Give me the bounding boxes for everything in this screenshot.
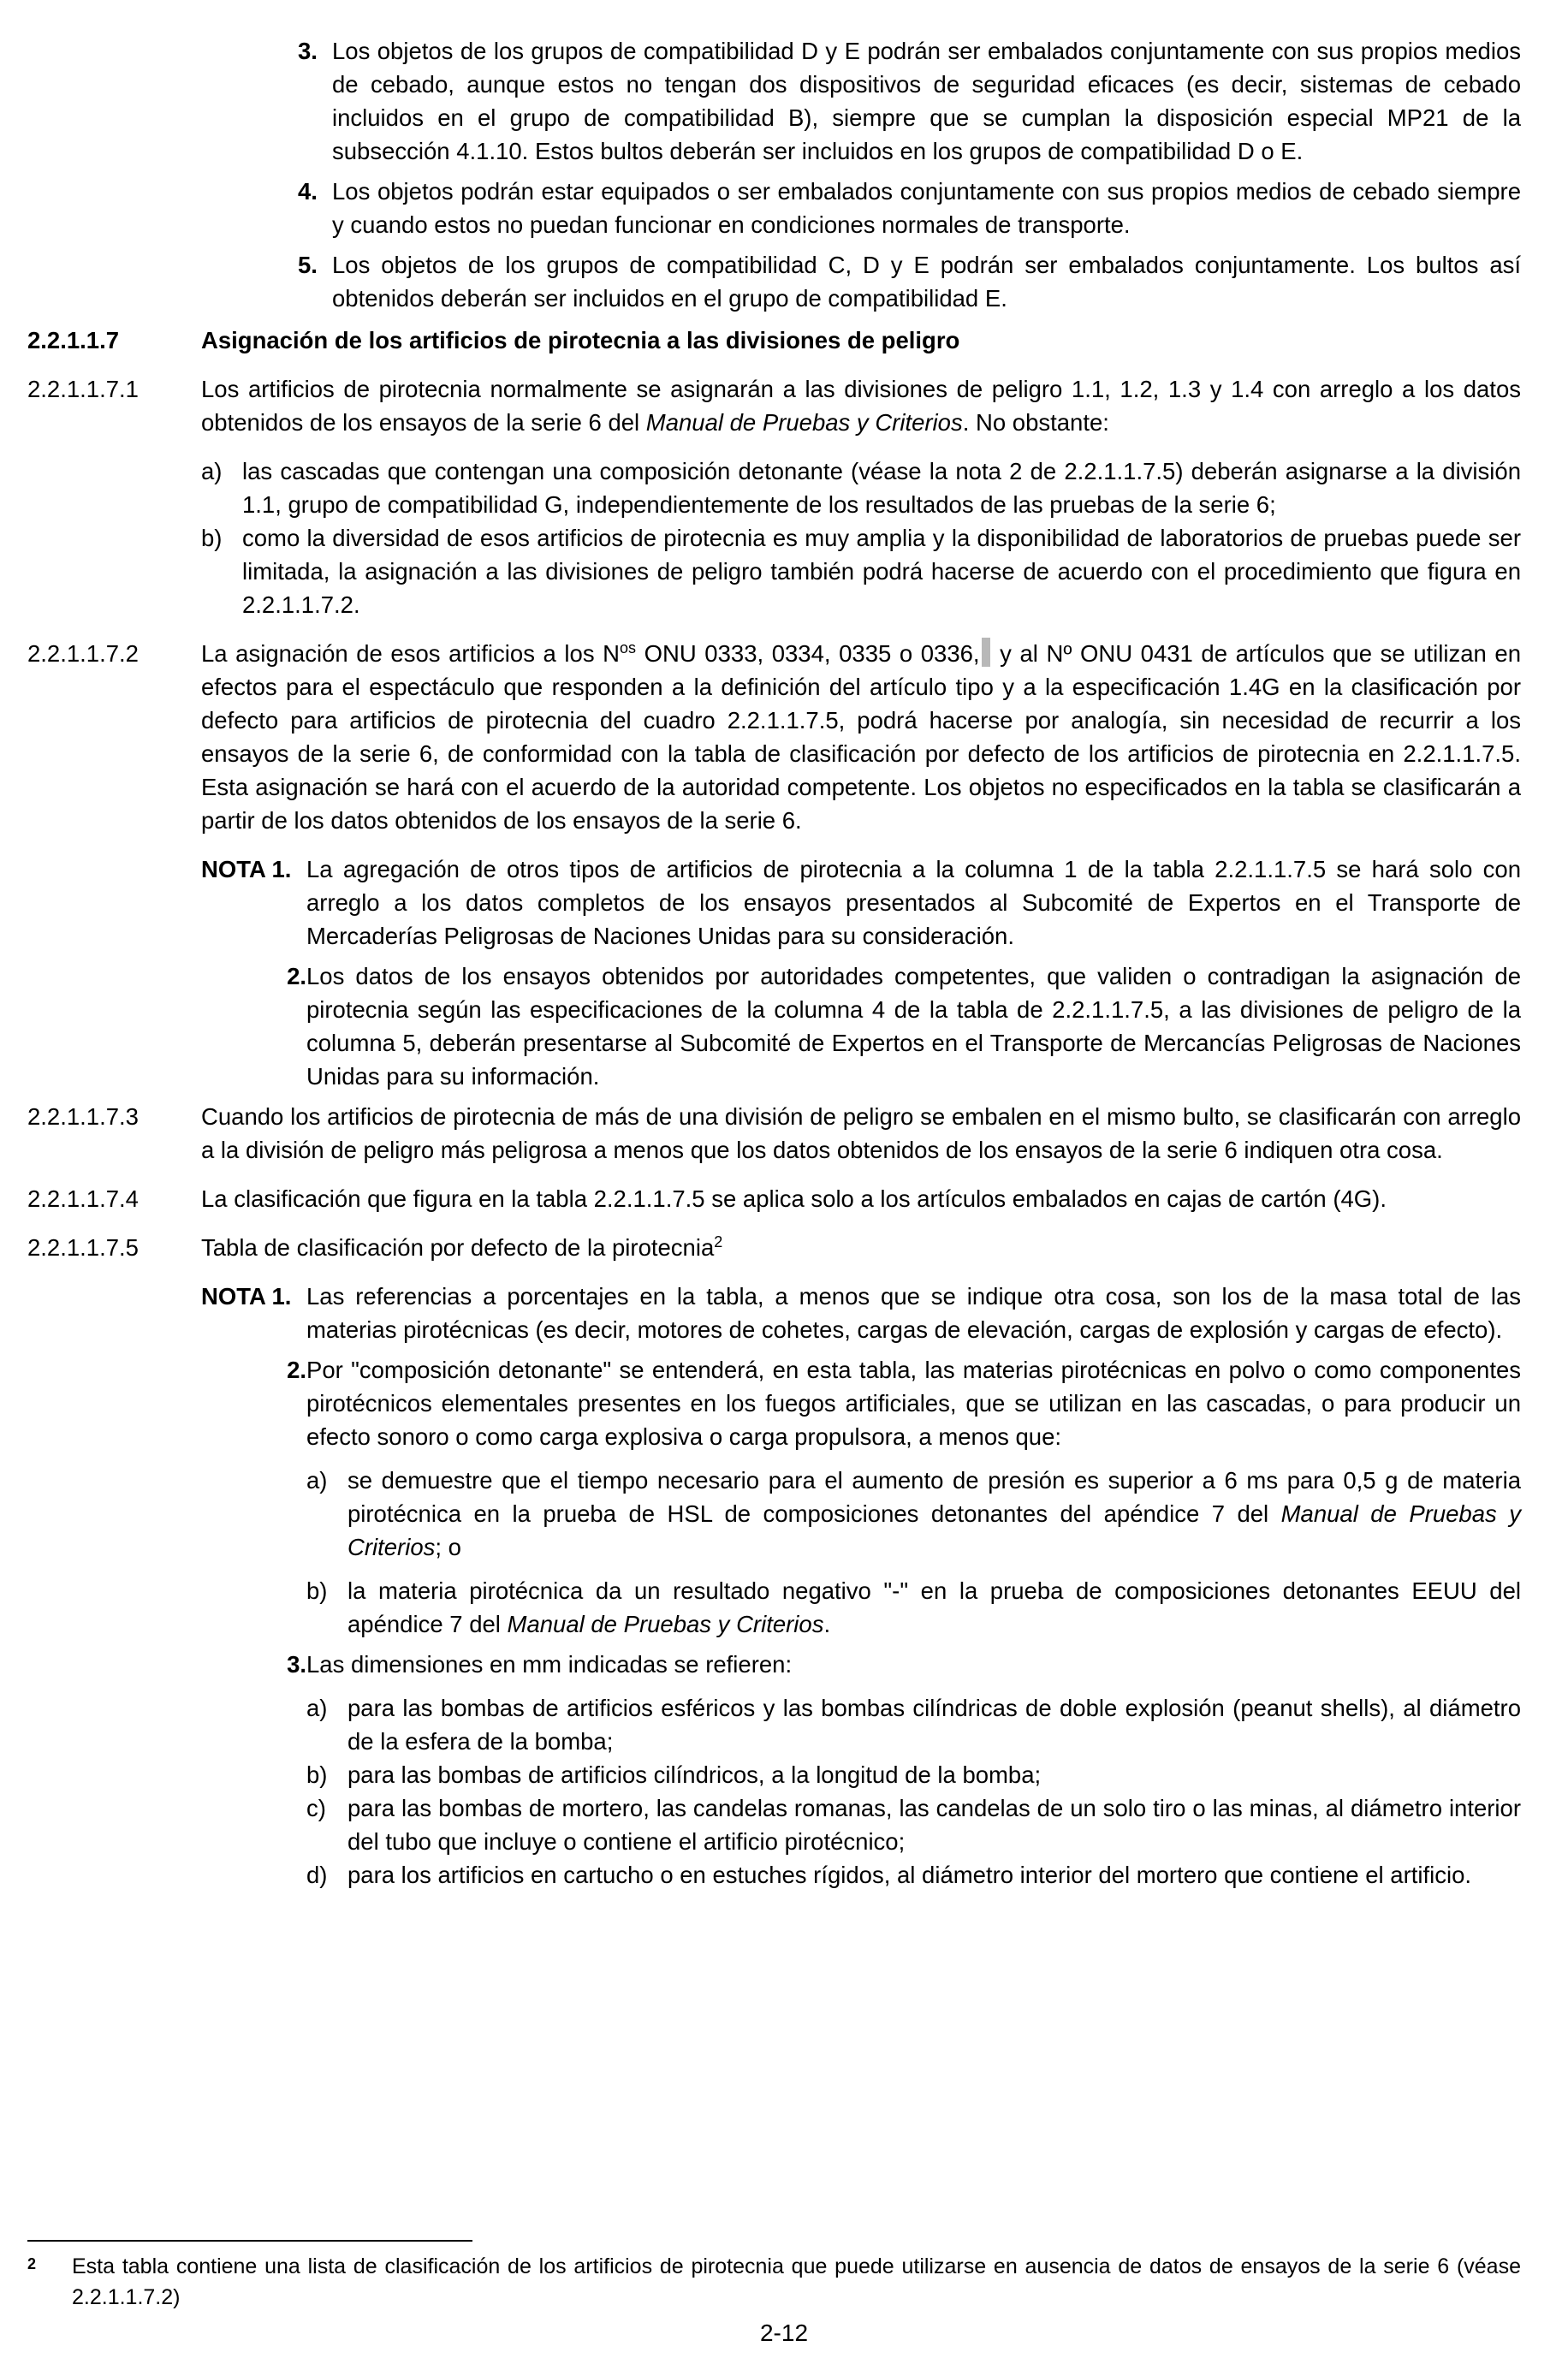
note-label: NOTA 1. (201, 856, 292, 882)
note-1 (201, 852, 1521, 953)
note-1 (201, 1280, 1521, 1346)
section-2-2-1-1-7-3 (27, 1100, 1521, 1167)
paragraph-text: y al Nº ONU 0431 de artículos que se utilizan en efectos para el espectáculo que responden a la definición del artículo tipo y a la especificación 1.4G en la clasificación por defecto para artificios de pirotecnia del cuadro 2.2.1.1.7.5, podrá hacerse por analogía, sin necesidad de recurrir a los ensayos de la serie 6, de conformidad con la tabla de clasificación por defecto de los artificios de pirotecnia en 2.2.1.1.7.5. Esta asignación se hará con el acuerdo de la autoridad competente. Los objetos no especificados en la tabla se clasificarán a partir de los datos obtenidos de los ensayos de la serie 6. (201, 640, 1521, 834)
section-number: 2.2.1.1.7 (27, 327, 120, 353)
section-number: 2.2.1.1.7.1 (27, 376, 139, 402)
note-3-sub-d (306, 1858, 1521, 1892)
sub-item-label: b) (306, 1577, 328, 1604)
footnote-mark: 2 (27, 2255, 37, 2272)
sub-item-text: como la diversidad de esos artificios de pirotecnia es muy amplia y la disponibilidad de laboratorios de pruebas puede ser limitada, la asignación a las divisiones de peligro también podrá hacerse de acuerdo con el procedimiento que figura en 2.2.1.1.7.2. (242, 525, 1521, 618)
list-number: 4. (298, 178, 318, 205)
sub-item-text-part: . (823, 1611, 831, 1637)
sub-item-text: para las bombas de mortero, las candelas romanas, las candelas de un solo tiro o las minas, al diámetro interior del tubo que incluye o contiene el artificio pirotécnico; (347, 1795, 1521, 1855)
note-3 (201, 1648, 1521, 1892)
section-paragraph (201, 637, 1521, 837)
note-3-sub-a (306, 1691, 1521, 1758)
footnote-divider (27, 2240, 472, 2242)
note-text: Las dimensiones en mm indicadas se refieren: (306, 1651, 793, 1678)
note-text: Las referencias a porcentajes en la tabla, a menos que se indique otra cosa, son los de la masa total de las materias pirotécnicas (es decir, motores de cohetes, cargas de elevación, cargas de explosión y cargas de efecto). (306, 1283, 1521, 1343)
note-label: 2. (287, 1357, 306, 1383)
manual-reference: Manual de Pruebas y Criterios (507, 1611, 824, 1637)
paragraph-text: . No obstante: (962, 409, 1109, 436)
sub-item-text-part: ; o (435, 1534, 461, 1560)
note-label: 3. (287, 1651, 306, 1678)
section-paragraph: La clasificación que figura en la tabla 2.2.1.1.7.5 se aplica solo a los artículos embalados en cajas de cartón (4G). (201, 1185, 1387, 1212)
section-2-2-1-1-7-2 (27, 637, 1521, 1093)
section-number: 2.2.1.1.7.2 (27, 640, 139, 667)
note-text: Por "composición detonante" se entenderá, en esta tabla, las materias pirotécnicas en polvo o como componentes pirotécnicos elementales presentes en los fuegos artificiales, que se utilizan en las cascadas, o para producir un efecto sonoro o como carga explosiva o carga propulsora, a menos que: (306, 1357, 1521, 1450)
section-title: Asignación de los artificios de pirotecnia a las divisiones de peligro (201, 327, 960, 353)
note-2 (201, 1353, 1521, 1641)
sub-item-a (201, 454, 1521, 521)
sub-item-text-part: se demuestre que el tiempo necesario para el aumento de presión es superior a 6 ms para 0,5 g de materia pirotécnica en la prueba de HSL de composiciones detonantes del apéndice 7 del (347, 1467, 1521, 1527)
sub-item-label: c) (306, 1795, 326, 1821)
list-text: Los objetos podrán estar equipados o ser embalados conjuntamente con sus propios medios de cebado siempre y cuando estos no puedan funcionar en condiciones normales de transporte. (332, 178, 1521, 238)
manual-reference: Manual de Pruebas y Criterios (347, 1500, 1521, 1560)
footnote-reference: 2 (714, 1233, 723, 1250)
list-item-5 (298, 248, 1521, 315)
list-item-3 (298, 34, 1521, 168)
note-text: La agregación de otros tipos de artificios de pirotecnia a la columna 1 de la tabla 2.2.1.1.7.5 se hará solo con arreglo a los datos completos de los ensayos presentados al Subcomité de Expertos en el Transporte de Mercaderías Peligrosas de Naciones Unidas para su consideración. (306, 856, 1521, 949)
note-label: 2. (287, 963, 306, 989)
sub-item-label: a) (201, 458, 223, 484)
section-2-2-1-1-7-1 (27, 372, 1521, 621)
sub-item-label: b) (201, 525, 223, 551)
sub-item-text (347, 1464, 1521, 1564)
manual-reference: Manual de Pruebas y Criterios (645, 409, 963, 436)
sub-item-text-part: la materia pirotécnica da un resultado negativo "-" en la prueba de composiciones detonantes EEUU del apéndice 7 del (347, 1577, 1521, 1637)
table-title-text: Tabla de clasificación por defecto de la pirotecnia (201, 1234, 715, 1261)
document-page (27, 34, 1521, 1892)
list-text: Los objetos de los grupos de compatibilidad D y E podrán ser embalados conjuntamente con sus propios medios de cebado, aunque estos no tengan dos dispositivos de seguridad eficaces (es decir, sistemas de cebado incluidos en el grupo de compatibilidad B), siempre que se cumplan la disposición especial MP21 de la subsección 4.1.10. Estos bultos deberán ser incluidos en los grupos de compatibilidad D o E. (332, 38, 1521, 164)
note-2-sub-b (306, 1574, 1521, 1641)
sub-item-text: para las bombas de artificios cilíndricos, a la longitud de la bomba; (347, 1761, 1042, 1788)
superscript: os (620, 639, 637, 656)
section-number: 2.2.1.1.7.3 (27, 1103, 139, 1130)
sub-item-label: a) (306, 1695, 328, 1721)
note-2-sub-a (306, 1464, 1521, 1564)
sub-item-text: las cascadas que contengan una composición detonante (véase la nota 2 de 2.2.1.1.7.5) deberán asignarse a la división 1.1, grupo de compatibilidad G, independientemente de los resultados de las pruebas de la serie 6; (242, 458, 1521, 518)
section-number: 2.2.1.1.7.5 (27, 1234, 139, 1261)
sub-item-label: a) (306, 1467, 328, 1494)
paragraph-text: Los artificios de pirotecnia normalmente se asignarán a las divisiones de peligro 1.1, 1.2, 1.3 y 1.4 con arreglo a los datos obtenidos de los ensayos de la serie 6 del (201, 376, 1521, 436)
sub-item-label: d) (306, 1862, 328, 1888)
page-number: 2-12 (759, 2320, 809, 2346)
list-number: 5. (298, 252, 318, 278)
sub-item-b (201, 521, 1521, 621)
footnote-text: Esta tabla contiene una lista de clasificación de los artificios de pirotecnia que puede utilizarse en ausencia de datos de ensayos de la serie 6 (véase 2.2.1.1.7.2) (72, 2254, 1521, 2309)
section-heading-2-2-1-1-7 (27, 324, 1521, 357)
note-3-sub-b (306, 1758, 1521, 1791)
sub-item-text: para los artificios en cartucho o en estuches rígidos, al diámetro interior del mortero que contiene el artificio. (347, 1862, 1472, 1888)
paragraph-text: La asignación de esos artificios a los N (201, 640, 621, 667)
note-3-sub-c (306, 1791, 1521, 1858)
sub-item-label: b) (306, 1761, 328, 1788)
list-number: 3. (298, 38, 318, 64)
section-2-2-1-1-7-5 (27, 1231, 1521, 1892)
note-2 (201, 959, 1521, 1093)
footnote (27, 2251, 1521, 2313)
sub-item-text (347, 1574, 1521, 1641)
section-number: 2.2.1.1.7.4 (27, 1185, 139, 1212)
text-cursor-mark (982, 638, 990, 667)
note-text: Los datos de los ensayos obtenidos por autoridades competentes, que validen o contradigan la asignación de pirotecnia según las especificaciones de la columna 4 de la tabla de 2.2.1.1.7.5, a las divisiones de peligro de la columna 5, deberán presentarse al Subcomité de Expertos en el Transporte de Mercancías Peligrosas de Naciones Unidas para su información. (306, 963, 1521, 1090)
list-item-4 (298, 175, 1521, 241)
table-title (201, 1231, 1521, 1264)
note-label: NOTA 1. (201, 1283, 292, 1310)
section-paragraph: Cuando los artificios de pirotecnia de más de una división de peligro se embalen en el mismo bulto, se clasificarán con arreglo a la división de peligro más peligrosa a menos que los datos obtenidos de los ensayos de la serie 6 indiquen otra cosa. (201, 1103, 1521, 1163)
paragraph-text: ONU 0333, 0334, 0335 o 0336, (636, 640, 980, 667)
sub-item-text: para las bombas de artificios esféricos y las bombas cilíndricas de doble explosión (peanut shells), al diámetro de la esfera de la bomba; (347, 1695, 1521, 1755)
section-paragraph (201, 372, 1521, 439)
section-2-2-1-1-7-4 (27, 1182, 1521, 1215)
list-text: Los objetos de los grupos de compatibilidad C, D y E podrán ser embalados conjuntamente. Los bultos así obtenidos deberán ser incluidos en el grupo de compatibilidad E. (332, 252, 1521, 312)
